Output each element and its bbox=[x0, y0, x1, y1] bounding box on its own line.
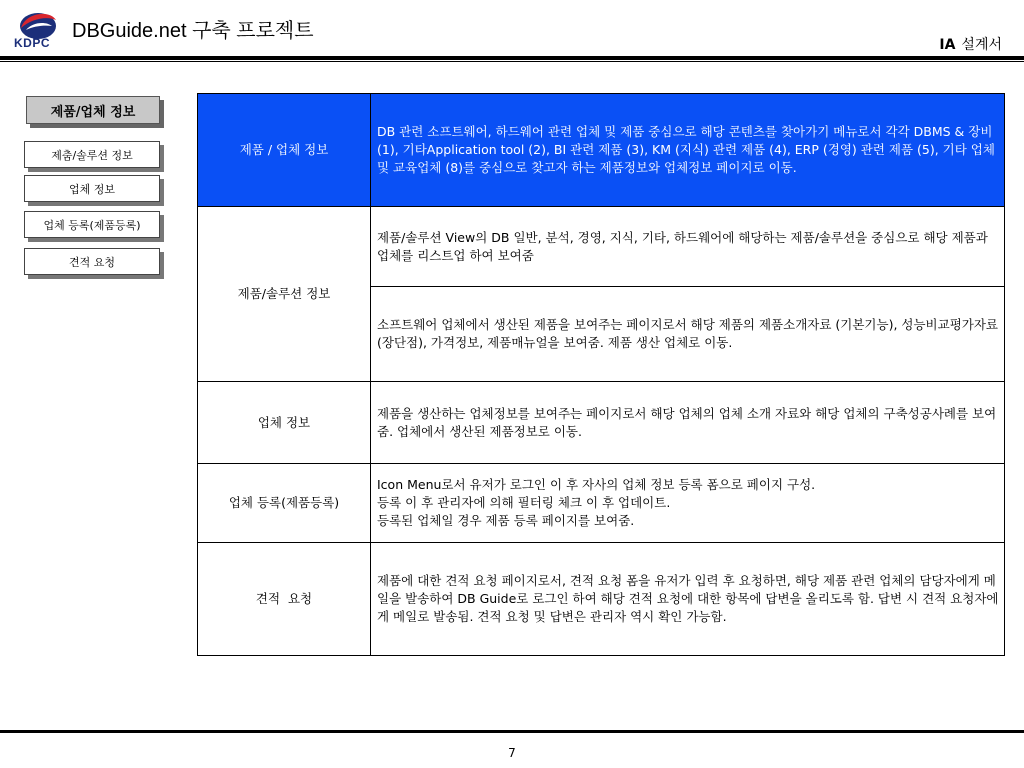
header-rule bbox=[0, 56, 1024, 60]
row-label: 견적 요청 bbox=[198, 543, 371, 656]
nav-item-product-solution[interactable]: 제춤/솔루션 정보 bbox=[24, 141, 160, 168]
row-desc: 소프트웨어 업체에서 생산된 제품을 보여주는 페이지로서 해당 제품의 제품소개자료 (기본기능), 성능비교평가자료 (장단점), 가격정보, 제품매뉴얼을 보여줌. 제품 생산 업체로 이동. bbox=[371, 287, 1005, 382]
table-row bbox=[198, 94, 1005, 207]
nav-item-company-register[interactable]: 업체 등록(제품등록) bbox=[24, 211, 160, 238]
header-rule-thin bbox=[0, 61, 1024, 62]
table-row bbox=[198, 207, 1005, 287]
row-label: 업체 등록(제품등록) bbox=[198, 464, 371, 543]
row-desc: 제품에 대한 견적 요청 페이지로서, 견적 요청 폼을 유저가 입력 후 요청하면, 해당 제품 관련 업체의 담당자에게 메일을 발송하여 DB Guide로 로그인 하여 해당 견적 요청에 대한 항목에 답변을 올리도록 함. 답변 시 견적 요청자에게 메일로 발송됨. 견적 요청 및 답변은 관리자 역시 확인 가능함. bbox=[371, 543, 1005, 656]
desc-line: 등록된 업체일 경우 제품 등록 페이지를 보여줌. bbox=[377, 513, 635, 528]
desc-line: 등록 이 후 관리자에 의해 필터링 체크 이 후 업데이트. bbox=[377, 495, 671, 510]
desc-line: Icon Menu로서 유저가 로그인 이 후 자사의 업체 정보 등록 폼으로 페이지 구성. bbox=[377, 477, 816, 492]
nav-item-company-info[interactable]: 업체 정보 bbox=[24, 175, 160, 202]
nav-item-quote-request[interactable]: 견적 요청 bbox=[24, 248, 160, 275]
row-label: 제품 / 업체 정보 bbox=[198, 94, 371, 207]
page-title: DBGuide.net 구축 프로젝트 bbox=[72, 20, 314, 42]
page-number: 7 bbox=[508, 746, 516, 760]
table-row bbox=[198, 543, 1005, 656]
row-label: 제품/솔루션 정보 bbox=[198, 207, 371, 382]
table-row bbox=[198, 382, 1005, 464]
doc-type: 설계서 bbox=[961, 37, 1002, 53]
row-label: 업체 정보 bbox=[198, 382, 371, 464]
ia-label: IA bbox=[939, 37, 956, 53]
nav-main-button[interactable]: 제품/업체 정보 bbox=[26, 96, 160, 124]
row-desc bbox=[371, 464, 1005, 543]
footer-rule bbox=[0, 730, 1024, 733]
row-desc: 제품을 생산하는 업체정보를 보여주는 페이지로서 해당 업체의 업체 소개 자료와 해당 업체의 구축성공사례를 보여줌. 업체에서 생산된 제품정보로 이동. bbox=[371, 382, 1005, 464]
logo-text: KDPC bbox=[14, 36, 51, 50]
row-desc: DB 관련 소프트웨어, 하드웨어 관련 업체 및 제품 중심으로 해당 콘텐츠를 찾아가기 메뉴로서 각각 DBMS & 장비 (1), 기타Application tool (2), BI 관련 제품 (3), KM (지식) 관련 제품 (4), ERP (경영) 관련 제품 (5), 기타 업체 및 교육업체 (8)를 중심으로 찾고자 하는 제품정보와 업체정보 페이지로 이동. bbox=[371, 94, 1005, 207]
doc-type-label bbox=[939, 34, 1002, 54]
table-row bbox=[198, 464, 1005, 543]
ia-table bbox=[197, 93, 1005, 656]
row-desc: 제품/솔루션 View의 DB 일반, 분석, 경영, 지식, 기타, 하드웨어에 해당하는 제품/솔루션을 중심으로 해당 제품과 업체를 리스트업 하여 보여줌 bbox=[371, 207, 1005, 287]
